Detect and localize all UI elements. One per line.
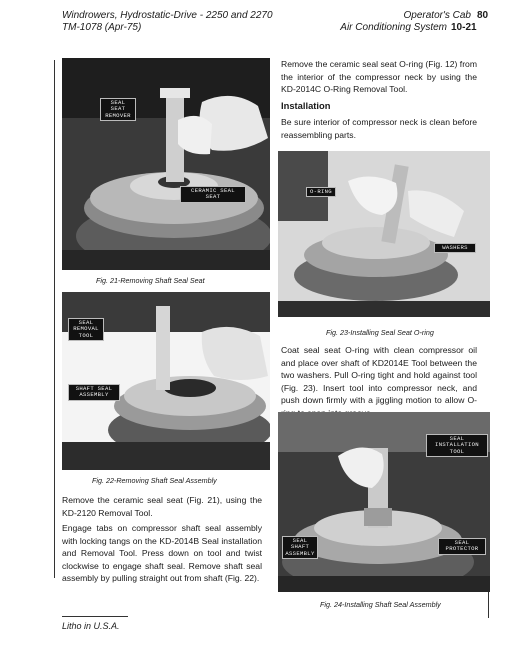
seal-shaft-assembly-label: SEAL SHAFT ASSEMBLY xyxy=(282,536,318,559)
page-number-text: 80 xyxy=(477,10,489,21)
figure-21-photo xyxy=(62,58,270,270)
washers-label: WASHERS xyxy=(434,243,476,253)
left-paragraph-2: Engage tabs on compressor shaft seal assembly with locking tangs on the KD-2014B Seal installation and Removal Tool. Press down on tool and twist clockwise to engage shaft seal. Remove shaft seal assembly by pulling straight out from shaft (Fig. 22). xyxy=(62,523,262,584)
section-page-number-text: 10-21 xyxy=(451,22,477,33)
figure-21-image xyxy=(62,58,270,270)
seal-installation-tool-label: SEAL INSTALLATION TOOL xyxy=(426,434,488,457)
shaft-seal-assembly-label: SHAFT SEAL ASSEMBLY xyxy=(68,384,120,401)
ceramic-seal-seat-label: CERAMIC SEAL SEAT xyxy=(180,186,246,203)
figure-23-photo xyxy=(278,151,490,317)
figure-23-image xyxy=(278,151,490,317)
right-paragraph-2: Be sure interior of compressor neck is clean before reassembling parts. xyxy=(281,117,477,140)
left-paragraph-1: Remove the ceramic seal seat (Fig. 21), using the KD-2120 Removal Tool. xyxy=(62,495,262,518)
left-margin-rule xyxy=(54,60,55,578)
seal-protector-label: SEAL PROTECTOR xyxy=(438,538,486,555)
page-number xyxy=(477,9,488,22)
subsection-title xyxy=(330,21,447,34)
seal-removal-tool-label: SEAL REMOVAL TOOL xyxy=(68,318,104,341)
subsection-title-text: Air Conditioning System xyxy=(340,22,447,33)
footer-rule xyxy=(62,616,128,617)
right-paragraph-3: Coat seal seat O-ring with clean compressor oil and place over shaft of KD2014E Tool between the two washers. Pull O-ring tight and hold against tool (Fig. 23). Insert tool into compressor neck, and push down firmly with a jiggling motion to allow O- xyxy=(281,345,477,406)
figure-24-photo xyxy=(278,412,490,592)
section-page-number xyxy=(451,21,477,34)
figure-24-caption: Fig. 24-Installing Shaft Seal Assembly xyxy=(320,600,441,609)
figure-23-caption: Fig. 23-Installing Seal Seat O-ring xyxy=(326,328,434,337)
figure-22-photo xyxy=(62,292,270,470)
figure-22-caption: Fig. 22-Removing Shaft Seal Assembly xyxy=(92,476,217,485)
o-ring-label: O-RING xyxy=(306,187,336,197)
seal-seat-remover-label: SEAL SEAT REMOVER xyxy=(100,98,136,121)
right-paragraph-1: Remove the ceramic seal seat O-ring (Fig. 12) from the interior of the compressor neck by using the KD-2014C O-Ring Removal Tool. xyxy=(281,59,477,95)
manual-number: TM-1078 (Apr-75) xyxy=(62,22,142,33)
manual-title: Windrowers, Hydrostatic-Drive - 2250 and 2270 xyxy=(62,10,273,21)
figure-21-caption: Fig. 21-Removing Shaft Seal Seat xyxy=(96,276,205,285)
footer-text: Litho in U.S.A. xyxy=(62,621,120,631)
installation-heading: Installation xyxy=(281,100,331,111)
section-title-text: Operator's Cab xyxy=(403,10,471,21)
